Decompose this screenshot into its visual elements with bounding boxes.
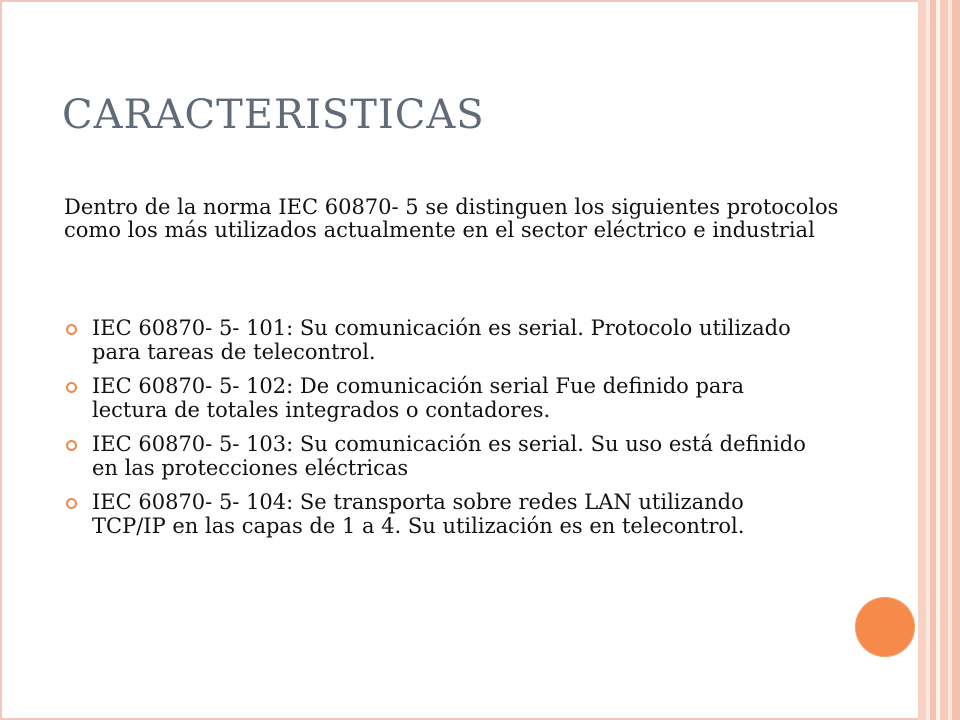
circle-bullet-icon (66, 324, 77, 335)
slide-title: CARACTERISTICAS (62, 92, 485, 138)
intro-paragraph: Dentro de la norma IEC 60870- 5 se distinguen los siguientes protocolos como los más utilizados actualmente en el sector eléctrico e industrial (64, 195, 839, 242)
list-item (64, 490, 824, 538)
decorative-side-stripes (918, 0, 960, 720)
circle-bullet-icon (66, 382, 77, 393)
circle-bullet-icon (66, 498, 77, 509)
circle-bullet-icon (66, 440, 77, 451)
bullet-text: IEC 60870- 5- 102: De comunicación serial Fue definido para lectura de totales integrados o contadores. (92, 374, 745, 422)
bullet-text: IEC 60870- 5- 101: Su comunicación es serial. Protocolo utilizado para tareas de telecontrol. (92, 316, 791, 364)
bullet-text: IEC 60870- 5- 103: Su comunicación es serial. Su uso está definido en las protecciones eléctricas (92, 432, 806, 480)
bullet-text: IEC 60870- 5- 104: Se transporta sobre redes LAN utilizando TCP/IP en las capas de 1 a 4. Su utilización es en telecontrol. (92, 490, 745, 538)
decorative-orange-circle (855, 597, 915, 657)
list-item (64, 432, 824, 480)
list-item (64, 374, 824, 422)
list-item (64, 316, 824, 364)
bullet-list (64, 316, 824, 548)
